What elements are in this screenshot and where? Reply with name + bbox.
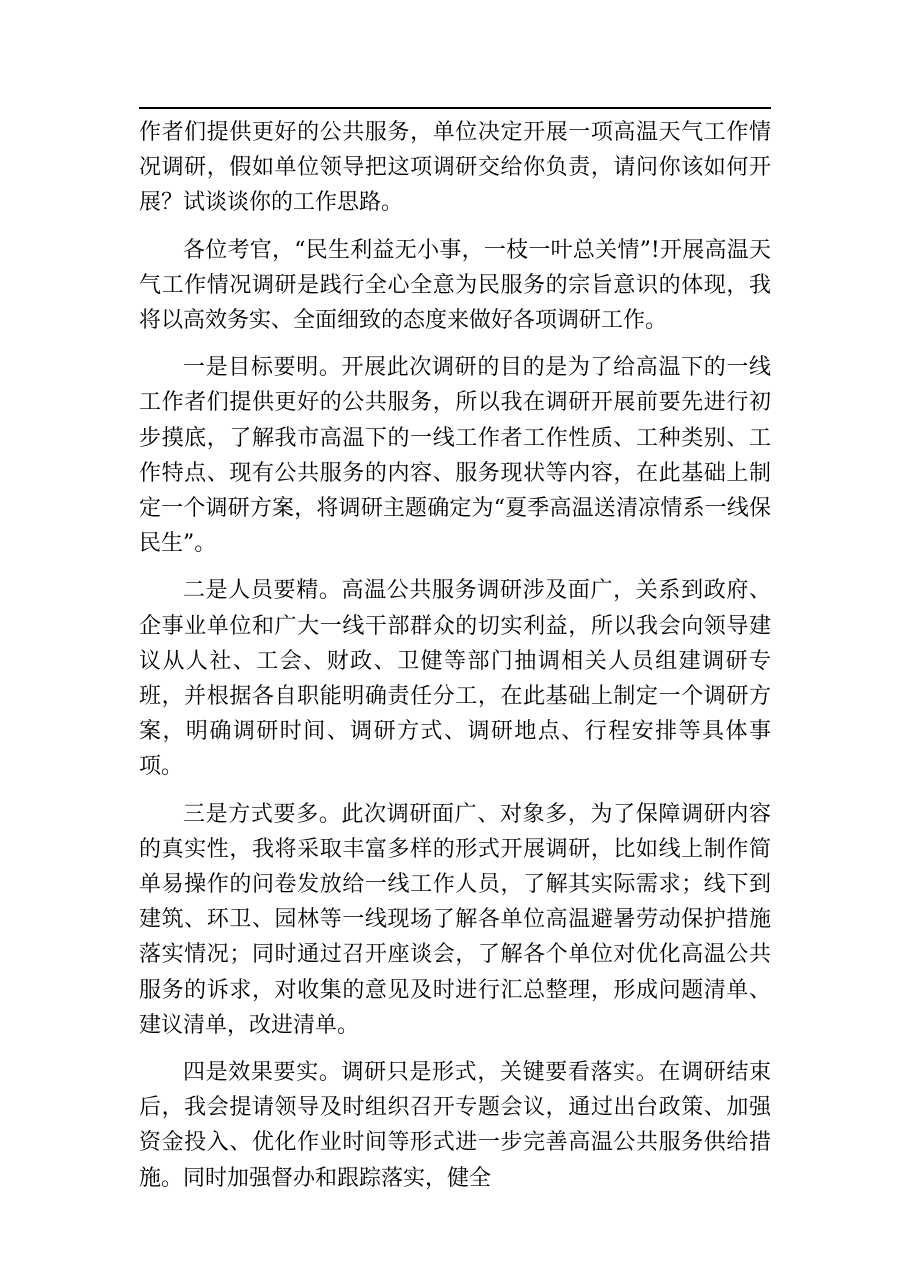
paragraph-question-continuation: 作者们提供更好的公共服务，单位决定开展一项高温天气工作情况调研，假如单位领导把这项调研交给你负责，请问你该如何开展？试谈谈你的工作思路。: [139, 120, 771, 216]
document-body: [139, 115, 771, 1208]
paragraph-point-one: 一是目标要明。开展此次调研的目的是为了给高温下的一线工作者们提供更好的公共服务，所以我在调研开展前要先进行初步摸底，了解我市高温下的一线工作者工作性质、工种类别、工作特点、现有公共服务的内容、服务现状等内容，在此基础上制定一个调研方案，将调研主题确定为“夏季高温送清凉情系一线保民生”。: [139, 355, 771, 557]
paragraph-opening: 各位考官，“民生利益无小事，一枝一叶总关情”!开展高温天气工作情况调研是践行全心全意为民服务的宗旨意识的体现，我将以高效务实、全面细致的态度来做好各项调研工作。: [139, 237, 771, 334]
paragraph-point-three: 三是方式要多。此次调研面广、对象多，为了保障调研内容的真实性，我将采取丰富多样的形式开展调研，比如线上制作简单易操作的问卷发放给一线工作人员，了解其实际需求；线下到建筑、环卫、园林等一线现场了解各单位高温避暑劳动保护措施落实情况；同时通过召开座谈会，了解各个单位对优化高温公共服务的诉求，对收集的意见及时进行汇总整理，形成问题清单、建议清单，改进清单。: [139, 801, 771, 1038]
header-rule: [139, 107, 771, 109]
paragraph-point-four: 四是效果要实。调研只是形式，关键要看落实。在调研结束后，我会提请领导及时组织召开专题会议，通过出台政策、加强资金投入、优化作业时间等形式进一步完善高温公共服务供给措施。同时加强督办和跟踪落实，健全: [139, 1060, 771, 1191]
paragraph-point-two: 二是人员要精。高温公共服务调研涉及面广，关系到政府、企事业单位和广大一线干部群众的切实利益，所以我会向领导建议从人社、工会、财政、卫健等部门抽调相关人员组建调研专班，并根据各自职能明确责任分工，在此基础上制定一个调研方案，明确调研时间、调研方式、调研地点、行程安排等具体事项。: [139, 578, 771, 780]
